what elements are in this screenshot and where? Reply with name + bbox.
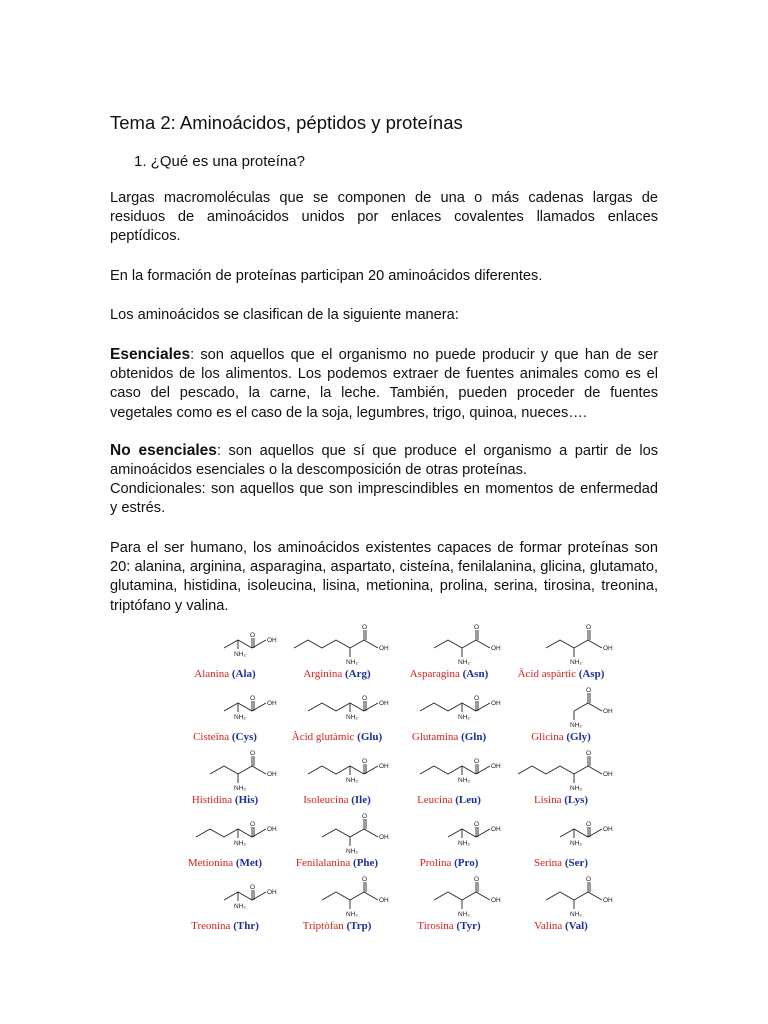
amino-acid-cell <box>170 748 280 812</box>
amine-label: NH₂ <box>458 911 470 918</box>
amino-acid-name: Serina <box>533 857 565 869</box>
paragraph-classification: Los aminoácidos se clasifican de la siguiente manera: <box>110 307 459 323</box>
section-heading: 1. ¿Qué es una proteína? <box>134 153 305 170</box>
amino-acid-cell <box>394 622 504 686</box>
page-title: Tema 2: Aminoácidos, péptidos y proteínas <box>110 112 463 133</box>
amino-acid-cell <box>506 685 616 749</box>
oxygen-label: O <box>362 695 368 702</box>
amino-acid-code: (Arg) <box>345 668 371 680</box>
oxygen-label: O <box>250 695 256 702</box>
oxygen-label: O <box>362 624 368 631</box>
amino-acid-name: Lisina <box>533 794 565 806</box>
hydroxyl-label: OH <box>379 897 389 904</box>
amino-acid-cell <box>282 622 392 686</box>
paragraph-condicionales: Condicionales: son aquellos que son imprescindibles en momentos de enfermedad y estrés. <box>110 481 658 517</box>
amino-acid-caption <box>506 731 616 743</box>
amino-acid-caption <box>170 920 280 932</box>
oxygen-label: O <box>474 821 480 828</box>
amino-acid-code: (Asp) <box>578 668 605 680</box>
structure-diagram <box>178 811 277 855</box>
hydroxyl-label: OH <box>379 700 389 707</box>
amino-acid-name: Valina <box>534 920 566 932</box>
paragraph-list: Para el ser humano, los aminoácidos existentes capaces de formar proteínas son 20: alanina, arginina, asparagina, aspartato, cisteína, fenilalanina, glicina, glutamato, glutamina, histidina, isoleucina, lisina, metionina, prolina, serina, tirosina, treonina, triptófano y valina. <box>110 540 658 614</box>
amino-acid-caption <box>282 794 392 806</box>
amino-acid-cell <box>506 622 616 686</box>
structure-diagram <box>178 748 277 792</box>
hydroxyl-label: OH <box>267 826 277 833</box>
hydroxyl-label: OH <box>267 637 277 644</box>
amino-acid-caption <box>394 857 504 869</box>
amino-acid-cell <box>170 622 280 686</box>
amino-acid-name: Treonina <box>191 920 234 932</box>
amino-acid-name: Cisteïna <box>193 731 232 743</box>
amino-acid-code: (Trp) <box>346 920 372 932</box>
amino-acid-name: Leucina <box>417 794 456 806</box>
amino-acid-figure <box>170 622 613 942</box>
amino-acid-caption <box>170 857 280 869</box>
amino-acid-code: (Glu) <box>357 731 383 743</box>
hydroxyl-label: OH <box>491 645 501 652</box>
amino-acid-cell <box>282 874 392 938</box>
oxygen-label: O <box>250 884 256 891</box>
hydroxyl-label: OH <box>379 645 389 652</box>
amino-acid-code: (Ala) <box>231 668 256 680</box>
amino-acid-name: Àcid aspàrtic <box>517 668 579 680</box>
paragraph-esenciales <box>110 345 658 423</box>
amine-label: NH₂ <box>570 785 582 792</box>
oxygen-label: O <box>586 876 592 883</box>
amine-label: NH₂ <box>570 911 582 918</box>
structure-diagram <box>514 874 613 918</box>
structure-diagram <box>178 622 277 666</box>
structure-diagram <box>290 685 389 729</box>
amine-label: NH₂ <box>570 722 582 729</box>
structure-diagram <box>402 748 501 792</box>
oxygen-label: O <box>586 687 592 694</box>
amino-acid-cell <box>394 748 504 812</box>
hydroxyl-label: OH <box>267 889 277 896</box>
oxygen-label: O <box>250 632 256 639</box>
oxygen-label: O <box>586 624 592 631</box>
hydroxyl-label: OH <box>491 700 501 707</box>
amino-acid-code: (Pro) <box>454 857 479 869</box>
hydroxyl-label: OH <box>379 834 389 841</box>
amino-acid-name: Asparagina <box>409 668 463 680</box>
amino-acid-caption <box>394 794 504 806</box>
structure-diagram <box>290 874 389 918</box>
amino-acid-caption <box>506 920 616 932</box>
oxygen-label: O <box>474 876 480 883</box>
hydroxyl-label: OH <box>603 826 613 833</box>
structure-diagram <box>402 874 501 918</box>
amino-acid-code: (Val) <box>565 920 588 932</box>
amino-acid-code: (Thr) <box>233 920 259 932</box>
term-esenciales: Esenciales <box>110 346 191 363</box>
structure-diagram <box>402 811 501 855</box>
amine-label: NH₂ <box>346 777 358 784</box>
amino-acid-caption <box>170 668 280 680</box>
structure-diagram <box>402 622 501 666</box>
amino-acid-name: Glutamina <box>411 731 462 743</box>
hydroxyl-label: OH <box>491 897 501 904</box>
amino-acid-caption <box>282 920 392 932</box>
amine-label: NH₂ <box>346 659 358 666</box>
oxygen-label: O <box>586 821 592 828</box>
amino-acid-code: (Cys) <box>231 731 257 743</box>
hydroxyl-label: OH <box>491 826 501 833</box>
amino-acid-name: Àcid glutàmic <box>291 731 358 743</box>
amino-acid-code: (Gln) <box>461 731 487 743</box>
amino-acid-cell <box>170 874 280 938</box>
amino-acid-caption <box>506 794 616 806</box>
paragraph-definition: Largas macromoléculas que se componen de una o más cadenas largas de residuos de aminoácidos unidos por enlaces covalentes llamados enlaces peptídicos. <box>110 190 658 245</box>
amine-label: NH₂ <box>458 714 470 721</box>
amine-label: NH₂ <box>234 785 246 792</box>
amino-acid-cell <box>170 811 280 875</box>
amino-acid-caption <box>282 857 392 869</box>
amino-acid-code: (Ser) <box>564 857 589 869</box>
amino-acid-name: Arginina <box>303 668 345 680</box>
amino-acid-cell <box>506 811 616 875</box>
term-no-esenciales: No esenciales <box>110 442 217 459</box>
amino-acid-caption <box>506 668 616 680</box>
amino-acid-cell <box>282 748 392 812</box>
paragraph-count: En la formación de proteínas participan 20 aminoácidos diferentes. <box>110 268 543 284</box>
hydroxyl-label: OH <box>603 708 613 715</box>
structure-diagram <box>514 748 613 792</box>
amino-acid-name: Histidina <box>191 794 235 806</box>
amine-label: NH₂ <box>570 840 582 847</box>
oxygen-label: O <box>362 813 368 820</box>
structure-diagram <box>514 811 613 855</box>
amino-acid-caption <box>394 731 504 743</box>
amino-acid-cell <box>394 811 504 875</box>
amino-acid-name: Prolina <box>419 857 455 869</box>
structure-diagram <box>402 685 501 729</box>
amino-acid-code: (Gly) <box>566 731 591 743</box>
amino-acid-caption <box>282 731 392 743</box>
amino-acid-cell <box>282 811 392 875</box>
amine-label: NH₂ <box>234 840 246 847</box>
amino-acid-name: Metionina <box>187 857 236 869</box>
hydroxyl-label: OH <box>379 763 389 770</box>
hydroxyl-label: OH <box>603 771 613 778</box>
amine-label: NH₂ <box>234 714 246 721</box>
amino-acid-caption <box>282 668 392 680</box>
hydroxyl-label: OH <box>603 897 613 904</box>
oxygen-label: O <box>474 695 480 702</box>
amino-acid-code: (Lys) <box>564 794 589 806</box>
amino-acid-cell <box>170 685 280 749</box>
hydroxyl-label: OH <box>491 763 501 770</box>
oxygen-label: O <box>474 758 480 765</box>
structure-diagram <box>290 811 389 855</box>
amine-label: NH₂ <box>458 659 470 666</box>
amino-acid-code: (Asn) <box>462 668 489 680</box>
structure-diagram <box>178 685 277 729</box>
amino-acid-caption <box>394 920 504 932</box>
amino-acid-cell <box>394 874 504 938</box>
oxygen-label: O <box>474 624 480 631</box>
amino-acid-code: (His) <box>234 794 259 806</box>
oxygen-label: O <box>362 758 368 765</box>
amine-label: NH₂ <box>346 911 358 918</box>
amine-label: NH₂ <box>346 848 358 855</box>
amino-acid-code: (Ile) <box>351 794 371 806</box>
amino-acid-name: Glicina <box>531 731 567 743</box>
amino-acid-name: Alanina <box>194 668 232 680</box>
oxygen-label: O <box>250 750 256 757</box>
hydroxyl-label: OH <box>267 771 277 778</box>
amino-acid-name: Fenilalanina <box>295 857 354 869</box>
paragraph-no-esenciales <box>110 441 658 480</box>
amino-acid-cell <box>394 685 504 749</box>
amino-acid-code: (Met) <box>235 857 263 869</box>
structure-diagram <box>290 748 389 792</box>
amino-acid-name: Triptòfan <box>302 920 347 932</box>
amino-acid-caption <box>170 731 280 743</box>
amine-label: NH₂ <box>458 840 470 847</box>
amino-acid-name: Tirosina <box>417 920 457 932</box>
structure-diagram <box>514 622 613 666</box>
structure-diagram <box>290 622 389 666</box>
amino-acid-cell <box>506 874 616 938</box>
amine-label: NH₂ <box>458 777 470 784</box>
text-esenciales: : son aquellos que el organismo no puede producir y que han de ser obtenidos de los alimentos. Los podemos extraer de fuentes animales como es el caso del pescado, la carne, la leche. También, pueden proceder de fuentes vegetales como es el caso de la soja, legumbres, trigo, quinoa, nueces…. <box>110 347 658 421</box>
amino-acid-code: (Phe) <box>353 857 379 869</box>
hydroxyl-label: OH <box>267 700 277 707</box>
amine-label: NH₂ <box>234 903 246 910</box>
amino-acid-caption <box>394 668 504 680</box>
amino-acid-caption <box>170 794 280 806</box>
amine-label: NH₂ <box>346 714 358 721</box>
amine-label: NH₂ <box>234 651 246 658</box>
amino-acid-cell <box>282 685 392 749</box>
hydroxyl-label: OH <box>603 645 613 652</box>
amino-acid-caption <box>506 857 616 869</box>
amino-acid-name: Isoleucina <box>303 794 352 806</box>
amino-acid-code: (Leu) <box>455 794 481 806</box>
oxygen-label: O <box>250 821 256 828</box>
text-no-esenciales: : son aquellos que sí que produce el organismo a partir de los aminoácidos esenciales o la descomposición de otras proteínas. <box>110 443 658 479</box>
structure-diagram <box>178 874 277 918</box>
oxygen-label: O <box>362 876 368 883</box>
amine-label: NH₂ <box>570 659 582 666</box>
amino-acid-code: (Tyr) <box>456 920 481 932</box>
oxygen-label: O <box>586 750 592 757</box>
structure-diagram <box>514 685 613 729</box>
amino-acid-cell <box>506 748 616 812</box>
